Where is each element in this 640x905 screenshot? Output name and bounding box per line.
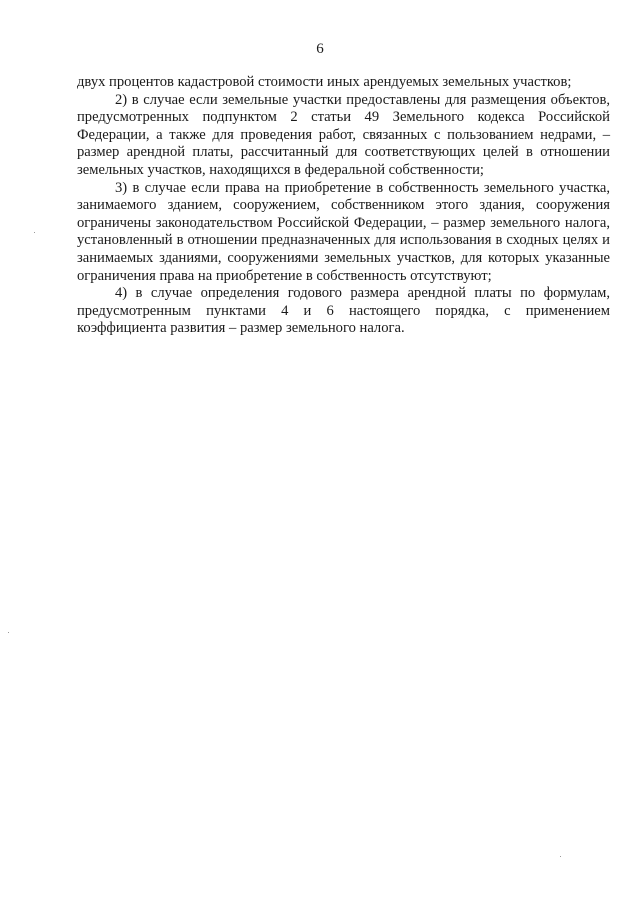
page-number: 6 xyxy=(316,41,324,57)
paragraph-continuation: двух процентов кадастровой стоимости иных арендуемых земельных участков; xyxy=(77,74,572,90)
scan-speck xyxy=(8,632,9,633)
scan-speck xyxy=(560,856,561,857)
paragraph-item-4: 4) в случае определения годового размера арендной платы по формулам, предусмотренным пунктами 4 и 6 настоящего порядка, с применением коэффициента развития – размер земельного налога. xyxy=(77,285,610,337)
document-body xyxy=(77,74,610,338)
paragraph-item-2: 2) в случае если земельные участки предоставлены для размещения объектов, предусмотренных подпунктом 2 статьи 49 Земельного кодекса Российской Федерации, а также для проведения работ, связанных с пользованием недрами, – размер арендной платы, рассчитанный для соответствующих целей в отношении земельных участков, находящихся в федеральной собственности; xyxy=(77,91,610,178)
scan-speck xyxy=(34,232,35,233)
paragraph-item-3: 3) в случае если права на приобретение в собственность земельного участка, занимаемого зданием, сооружением, собственником этого здания, сооружения ограничены законодательством Российской Федерации, – размер земельного налога, установленный в отношении предназначенных для использования в сходных целях и занимаемых зданиями, сооружениями земельных участков, для которых указанные ограничения права на приобретение в собственность отсутствуют; xyxy=(77,179,610,284)
